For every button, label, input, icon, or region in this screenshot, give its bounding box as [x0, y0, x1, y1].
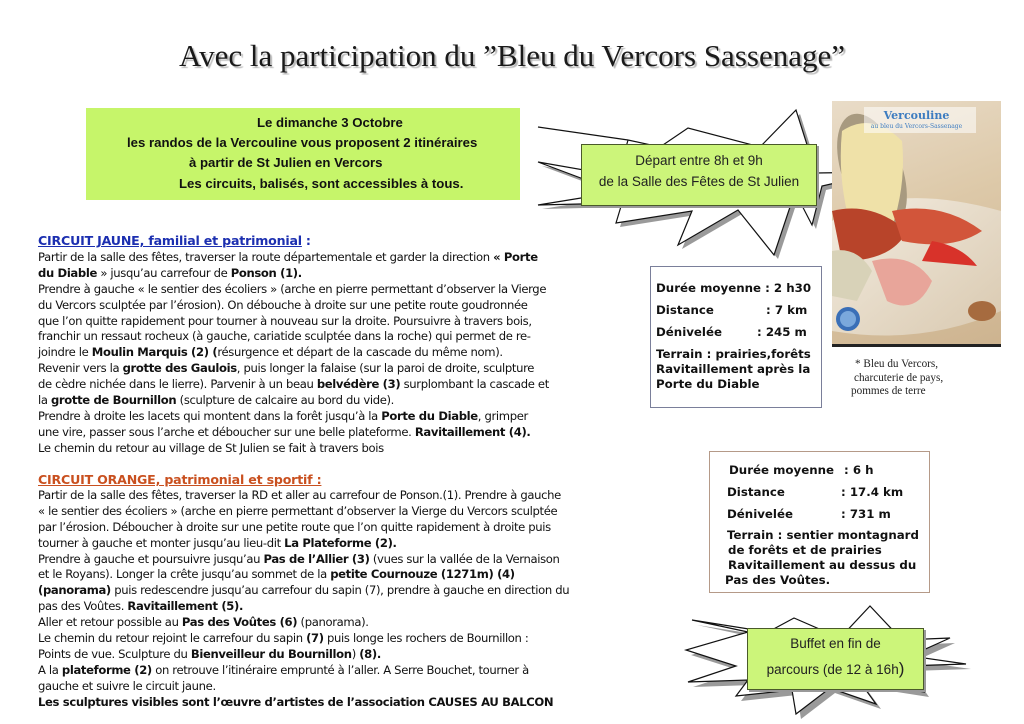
- text-line: [38, 282, 549, 298]
- distance-value: : 7 km: [766, 303, 808, 317]
- poster-caption: [850, 358, 1010, 399]
- depart-line: de la Salle des Fêtes de St Julien: [598, 174, 800, 189]
- terrain: Terrain : prairies,forêts: [656, 347, 811, 361]
- buffet-line: Buffet en fin de: [790, 636, 881, 651]
- text-segment: par l’érosion. Déboucher à droite sur une petite route que l’on quitte rapidement à droite puis: [38, 519, 551, 534]
- text-segment: (vues sur la vallée de la Vernaison: [369, 551, 560, 566]
- text-line: [38, 583, 569, 599]
- text-segment: Partir de la salle des fêtes, traverser la route départementale et garder la direction: [38, 249, 494, 264]
- caption-line: * Bleu du Vercors,: [855, 358, 939, 370]
- bold-text-segment: Porte du Diable: [381, 408, 478, 423]
- text-line: [38, 552, 569, 568]
- text-line: [38, 599, 569, 615]
- intro-line: Les circuits, balisés, sont accessibles à tous.: [179, 176, 464, 191]
- bold-text-segment: Ravitaillement (5).: [127, 599, 244, 614]
- text-segment: (panorama).: [297, 615, 369, 630]
- text-segment: Le chemin du retour rejoint le carrefour du sapin: [38, 631, 307, 646]
- duree-value: : 6 h: [844, 463, 874, 477]
- bold-text-segment: belvédère (3): [316, 377, 401, 392]
- duree-jaune: Durée moyenne : 2 h30: [656, 281, 812, 295]
- intro-line: à partir de St Julien en Vercors: [189, 155, 383, 170]
- distance-label: Distance: [656, 303, 714, 317]
- text-line: [38, 695, 569, 711]
- text-segment: résurgence et départ de la cascade du même nom).: [217, 345, 503, 360]
- bold-text-segment: grotte des Gaulois: [122, 361, 237, 376]
- poster-title: Vercouline: [883, 109, 950, 122]
- text-segment: joindre le: [38, 345, 92, 360]
- bold-text-segment: « Porte: [493, 249, 538, 264]
- text-segment: Prendre à droite les lacets qui montent dans la forêt jusqu’à la: [38, 408, 382, 423]
- text-segment: la: [38, 393, 51, 408]
- text-segment: tourner à gauche et monter jusqu’au lieu-dit: [38, 535, 285, 550]
- text-segment: Points de vue. Sculpture du: [38, 646, 191, 661]
- bold-text-segment: Ravitaillement (4).: [414, 424, 531, 439]
- circuit-jaune-info-box: [650, 266, 822, 408]
- ravitaillement: Pas des Voûtes.: [725, 573, 831, 587]
- text-line: [38, 266, 549, 282]
- text-segment: , puis longer la falaise (sur la paroi de droite, sculpture: [236, 361, 535, 376]
- bold-text-segment: (panorama): [38, 583, 111, 598]
- text-segment: gauche et suivre le circuit jaune.: [38, 678, 216, 693]
- text-segment: on retrouve l’itinéraire emprunté à l’aller. A Serre Bouchet, tourner à: [151, 662, 529, 677]
- text-segment: de cèdre nichée dans le lierre). Parvenir à un beau: [38, 377, 317, 392]
- bold-text-segment: (8).: [359, 646, 381, 661]
- bold-text-segment: Les sculptures visibles sont l’œuvre d’artistes de l’association CAUSES AU BALCON: [38, 694, 554, 709]
- circuit-orange-heading: CIRCUIT ORANGE, patrimonial et sportif :: [38, 472, 322, 487]
- buffet-callout: [747, 628, 924, 690]
- text-line: [38, 298, 549, 314]
- raclette-plate-illustration: [832, 101, 1001, 347]
- ravitaillement: Porte du Diable: [656, 377, 760, 391]
- text-line: [38, 488, 569, 504]
- text-line: [38, 314, 549, 330]
- text-line: [38, 615, 569, 631]
- text-line: [38, 567, 569, 583]
- text-segment: une vire, passer sous l’arche et déboucher sur une belle plateforme.: [38, 424, 415, 439]
- bold-text-segment: (7): [306, 631, 324, 646]
- ravitaillement: Ravitaillement au dessus du: [728, 558, 917, 572]
- text-segment: Prendre à gauche « le sentier des écoliers » (arche en pierre permettant d’observer la Vierge: [38, 281, 547, 296]
- text-segment: puis longe les rochers de Bournillon :: [323, 631, 529, 646]
- circuit-jaune-heading: CIRCUIT JAUNE, familial et patrimonial :: [38, 233, 311, 248]
- text-segment: Revenir vers la: [38, 361, 123, 376]
- bold-text-segment: Ponson (1).: [230, 265, 302, 280]
- text-line: [38, 504, 569, 520]
- bold-text-segment: petite Cournouze (1271m) (4): [330, 567, 515, 582]
- text-segment: A la: [38, 662, 62, 677]
- text-line: [38, 250, 549, 266]
- text-line: [38, 663, 569, 679]
- circuit-jaune-description: [38, 250, 549, 457]
- text-segment: Aller et retour possible au: [38, 615, 182, 630]
- text-line: [38, 425, 549, 441]
- denivele-label: Dénivelée: [727, 507, 793, 521]
- text-segment: Prendre à gauche et poursuivre jusqu’au: [38, 551, 264, 566]
- buffet-hours: parcours (de 12 à 16h: [766, 662, 899, 677]
- text-segment: pas des Voûtes.: [38, 599, 128, 614]
- bold-text-segment: plateforme (2): [61, 662, 152, 677]
- text-line: [38, 329, 549, 345]
- text-line: [38, 536, 569, 552]
- bold-text-segment: grotte de Bournillon: [50, 393, 177, 408]
- buffet-line: [748, 659, 923, 679]
- text-line: [38, 441, 549, 457]
- text-line: [38, 409, 549, 425]
- text-segment: , grimper: [477, 408, 528, 423]
- text-segment: puis redescendre jusqu’au carrefour du sapin (7), prendre à gauche en direction du: [110, 583, 570, 598]
- caption-line: charcuterie de pays,: [854, 371, 944, 384]
- text-segment: que l’on quitte rapidement pour tourner à nouveau sur la droite. Poursuivre à travers bois,: [38, 313, 532, 328]
- text-segment: (sculpture de calcaire au bord du vide).: [176, 393, 395, 408]
- text-segment: du Vercors sculptée par l’érosion). On débouche à droite sur une petite route goudronnée: [38, 297, 528, 312]
- denivele-value: : 245 m: [757, 325, 807, 339]
- text-line: [38, 520, 569, 536]
- text-segment: surplombant la cascade et: [400, 377, 549, 392]
- intro-box: [86, 108, 520, 200]
- distance-label: Distance: [727, 485, 785, 499]
- text-line: [38, 647, 569, 663]
- circuit-jaune-title: CIRCUIT JAUNE, familial et patrimonial: [38, 233, 302, 248]
- text-line: [38, 361, 549, 377]
- bold-text-segment: du Diable: [38, 265, 97, 280]
- poster-subtitle: au bleu du Vercors-Sassenage: [870, 123, 963, 130]
- intro-line: les randos de la Vercouline vous proposent 2 itinéraires: [127, 135, 478, 150]
- text-segment: « le sentier des écoliers » (arche en pierre permettant d’observer la Vierge du Vercors sculptée: [38, 503, 558, 518]
- depart-callout: [581, 144, 817, 206]
- bold-text-segment: Pas des Voûtes (6): [181, 615, 298, 630]
- intro-date: Le dimanche 3 Octobre: [257, 115, 403, 130]
- vercouline-poster-image: [832, 101, 1001, 347]
- denivele-label: Dénivelée: [656, 325, 722, 339]
- terrain: Terrain : sentier montagnard: [727, 528, 919, 542]
- terrain: de forêts et de prairies: [728, 543, 882, 557]
- ravitaillement: Ravitaillement après la: [656, 362, 811, 376]
- bold-text-segment: Pas de l’Allier (3): [263, 551, 370, 566]
- text-segment: ): [351, 646, 360, 661]
- text-segment: franchir un ressaut rocheux (à gauche, cariatide sculptée dans la roche) qui permet de re-: [38, 329, 531, 344]
- text-line: [38, 377, 549, 393]
- circuit-orange-info-box: [709, 451, 930, 593]
- text-line: [38, 345, 549, 361]
- circuit-jaune-section: [38, 233, 549, 457]
- distance-value: : 17.4 km: [841, 485, 904, 499]
- page-title: Avec la participation du ”Bleu du Vercors Sassenage”: [179, 38, 845, 73]
- caption-line: pommes de terre: [851, 385, 926, 397]
- denivele-value: : 731 m: [841, 507, 891, 521]
- text-segment: Partir de la salle des fêtes, traverser la RD et aller au carrefour de Ponson.(1). Prendre à gauche: [38, 487, 561, 502]
- text-line: [38, 679, 569, 695]
- circuit-orange-section: [38, 472, 569, 711]
- buffet-paren: ): [898, 659, 905, 678]
- bold-text-segment: La Plateforme (2).: [284, 535, 397, 550]
- duree-label: Durée moyenne: [729, 463, 835, 477]
- bold-text-segment: Moulin Marquis (2) (: [91, 345, 218, 360]
- bold-text-segment: Bienveilleur du Bournillon: [190, 646, 352, 661]
- text-segment: » jusqu’au carrefour de: [97, 265, 231, 280]
- circuit-orange-description: [38, 488, 569, 711]
- depart-line: Départ entre 8h et 9h: [635, 153, 763, 168]
- text-line: [38, 393, 549, 409]
- text-line: [38, 631, 569, 647]
- text-segment: Le chemin du retour au village de St Julien se fait à travers bois: [38, 440, 384, 455]
- text-segment: et le Royans). Longer la crête jusqu’au sommet de la: [38, 567, 331, 582]
